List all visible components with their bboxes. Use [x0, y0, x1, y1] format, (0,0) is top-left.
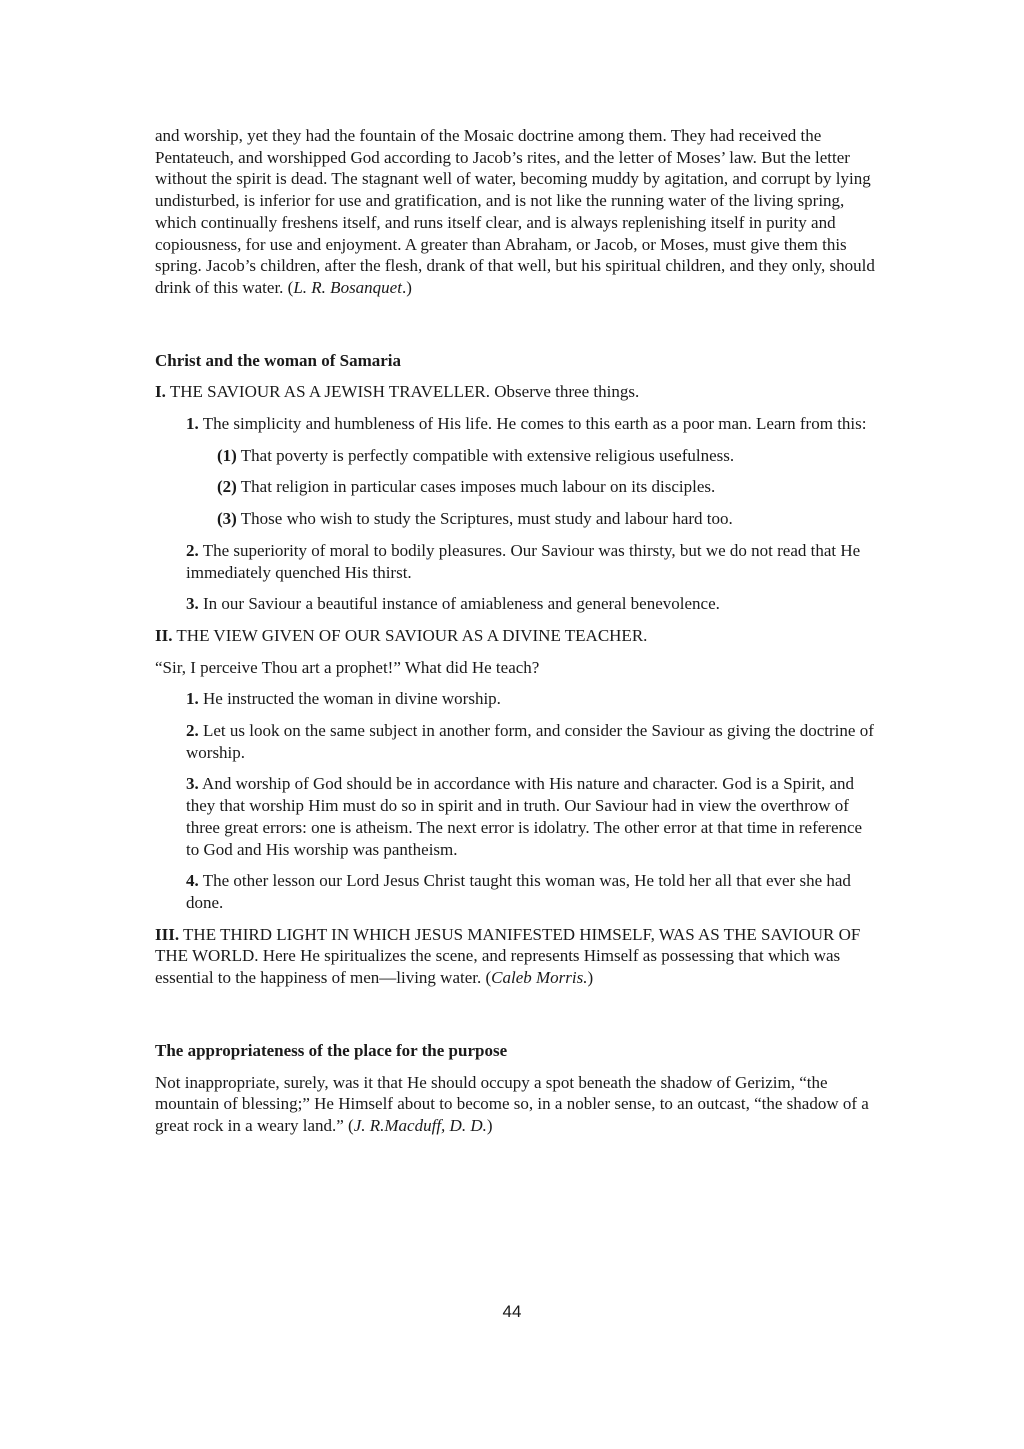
point-2	[155, 625, 875, 647]
opening-text: and worship, yet they had the fountain of the Mosaic doctrine among them. They had received the Pentateuch, and worshipped God according to Jacob’s rites, and the letter of Moses’ law. But the letter without the spirit is dead. The stagnant well of water, becoming muddy by agitation, and corrupt by lying undisturbed, is inferior for use and gratification, and is not like the running water of the living spring, which continually freshens itself, and runs itself clear, and is always replenishing itself in purity and copiousness, for use and enjoyment. A greater than Abraham, or Jacob, or Moses, must give them this spring. Jacob’s children, after the flesh, drank of that well, but his spiritual children, and they only, should drink of this water. (	[155, 126, 875, 297]
closing-close: )	[486, 1115, 493, 1135]
subpoint-text: Let us look on the same subject in another form, and consider the Saviour as giving the doctrine of worship.	[186, 721, 874, 762]
point-text: THE VIEW GIVEN OF OUR SAVIOUR AS A DIVINE TEACHER.	[172, 625, 648, 645]
subpoint-number: 2.	[186, 721, 199, 741]
section-heading-place: The appropriateness of the place for the purpose	[155, 1040, 508, 1060]
subpoint-text: The other lesson our Lord Jesus Christ taught this woman was, He told her all that ever she had done.	[186, 871, 851, 912]
subpoint-text: And worship of God should be in accordance with His nature and character. God is a Spirit, and they that worship Him must do so in spirit and in truth. Our Saviour had in view the overthrow of three great errors: one is atheism. The next error is idolatry. The other error at that time in reference to God and His worship was pantheism.	[186, 774, 863, 859]
point-1	[155, 381, 875, 403]
opening-author: L. R. Bosanquet	[293, 277, 402, 297]
subpoint-number: 2.	[186, 540, 199, 560]
quote-line: “Sir, I perceive Thou art a prophet!” What did He teach?	[155, 657, 540, 677]
page-number: 44	[502, 1302, 522, 1321]
subsubpoint-2	[217, 476, 875, 498]
subpoint-text: He instructed the woman in divine worship.	[198, 689, 501, 709]
subsubpoint-1	[217, 445, 875, 467]
section-heading-samaria: Christ and the woman of Samaria	[155, 350, 402, 370]
subpoint-1-2	[186, 540, 875, 583]
point-3	[155, 924, 875, 989]
subpoint-number: 3.	[186, 774, 199, 794]
page-body	[155, 125, 875, 1147]
subpoint-number: 1.	[186, 414, 199, 434]
point-text: THE THIRD LIGHT IN WHICH JESUS MANIFESTED HIMSELF, WAS AS THE SAVIOUR OF THE WORLD. Here He spiritualizes the scene, and represents Himself as possessing that which was essential to the happiness of men—living water. (	[155, 924, 861, 988]
opening-close: .)	[401, 277, 412, 297]
subpoint-number: 4.	[186, 871, 199, 891]
subsubpoint-number: (1)	[217, 445, 237, 465]
subpoint-text: The simplicity and humbleness of His life. He comes to this earth as a poor man. Learn from this:	[198, 414, 867, 434]
subpoint-2-4	[186, 870, 875, 913]
subsubpoint-text: That poverty is perfectly compatible with extensive religious usefulness.	[236, 445, 735, 465]
point-number: III.	[155, 924, 180, 944]
subpoint-number: 3.	[186, 594, 199, 614]
closing-text: Not inappropriate, surely, was it that He should occupy a spot beneath the shadow of Gerizim, “the mountain of blessing;” He Himself about to become so, in a nobler sense, to an outcast, “the shadow of a great rock in a weary land.” (	[155, 1072, 869, 1135]
subpoint-text: The superiority of moral to bodily pleasures. Our Saviour was thirsty, but we do not read that He immediately quenched His thirst.	[186, 540, 861, 582]
closing-paragraph	[155, 1072, 875, 1137]
point-3-author: Caleb Morris.	[491, 968, 588, 988]
subsubpoint-text: That religion in particular cases imposes much labour on its disciples.	[236, 477, 716, 497]
subpoint-1-3	[186, 593, 875, 615]
subsubpoint-number: (3)	[217, 509, 237, 529]
point-number: I.	[155, 382, 166, 402]
subsubpoint-text: Those who wish to study the Scriptures, must study and labour hard too.	[236, 509, 733, 529]
subpoint-text: In our Saviour a beautiful instance of amiableness and general benevolence.	[198, 594, 720, 614]
opening-paragraph	[155, 125, 875, 299]
subsubpoint-number: (2)	[217, 477, 237, 497]
subpoint-2-3	[186, 773, 875, 860]
subpoint-2-2	[186, 720, 875, 763]
closing-author: J. R.Macduff, D. D.	[353, 1115, 487, 1135]
subsubpoint-3	[217, 508, 875, 530]
subpoint-number: 1.	[186, 689, 199, 709]
subpoint-2-1	[186, 688, 875, 710]
point-text: THE SAVIOUR AS A JEWISH TRAVELLER. Observe three things.	[165, 382, 640, 402]
point-number: II.	[155, 625, 173, 645]
point-3-close: )	[587, 968, 594, 988]
subpoint-1-1	[186, 413, 875, 435]
